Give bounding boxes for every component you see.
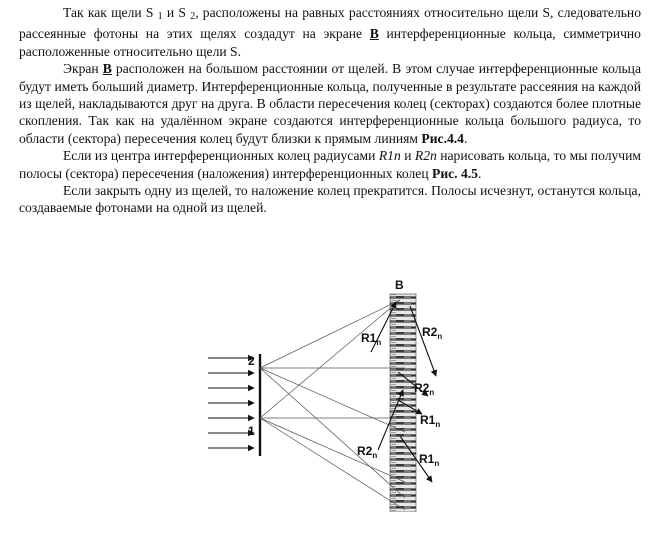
text-run: Так как щели S xyxy=(63,5,158,20)
radius-label: $R2_n$ xyxy=(414,381,435,397)
slit-1-label: 1 xyxy=(248,424,255,438)
screen-b-label: B xyxy=(395,278,404,292)
paragraph-1 xyxy=(19,4,641,60)
radius-r1n: R1n xyxy=(378,148,401,164)
subscript-1: 1 xyxy=(157,11,163,22)
text-run: . xyxy=(463,130,468,146)
radius-r2n: R2n xyxy=(414,148,437,164)
body-text xyxy=(19,4,641,217)
text-run: интерференционные кольца, симметрично расположенные относительно щели S. xyxy=(19,26,641,59)
paragraph-3 xyxy=(19,147,641,182)
ray-lines xyxy=(260,300,405,510)
radius-label: $R2_n$ xyxy=(422,325,443,341)
radius-label: $R1_n$ xyxy=(420,413,441,429)
radius-label: $R2_n$ xyxy=(357,444,378,460)
text-run: нарисовать кольца, то мы получим полосы (сектора) пересечения (наложения) интерференционных колец xyxy=(19,148,641,181)
subscript-2: 2 xyxy=(190,11,196,22)
screen-b-ref: B xyxy=(102,61,112,77)
text-run: и S xyxy=(162,5,191,20)
figure-ref-4-4: Рис.4.4 xyxy=(421,130,464,146)
interference-figure xyxy=(200,272,450,512)
radius-label: $R1_n$ xyxy=(419,452,440,468)
text-run: Экран xyxy=(63,61,103,77)
figure-ref-4-5: Рис. 4.5 xyxy=(432,165,478,181)
radius-label: $R1_n$ xyxy=(361,331,382,347)
text-run: Если из центра интерференционных колец радиусами xyxy=(63,148,379,164)
paragraph-4 xyxy=(19,182,641,217)
text-run: Если закрыть одну из щелей, то наложение колец прекратится. Полосы исчезнут, останутся кольца, создаваемые фотонами на одной из щелей. xyxy=(19,183,641,216)
text-run: , расположены на равных расстояниях относительно щели S, следовательно рассеянные фотоны на этих щелях создадут на экране xyxy=(19,5,642,42)
paragraph-2 xyxy=(19,60,641,147)
text-run: расположен на большом расстоянии от щелей. В этом случае интерференционные кольца будут иметь больший диаметр. Интерференционные кольца, полученные в результате рассеяния на каждой из щелей, накладываются друг на друга. В области пересечения колец (секторах) создаются более плотные скопления. Так как на удалённом экране создаются интерференционные кольца большого радиуса, то области (сектора) пересечения колец будут близки к прямым линиям xyxy=(19,61,641,146)
text-run: и xyxy=(400,148,415,164)
text-run: . xyxy=(477,165,482,181)
slit-2-label: 2 xyxy=(248,354,255,368)
screen-b-ref: B xyxy=(369,26,379,42)
